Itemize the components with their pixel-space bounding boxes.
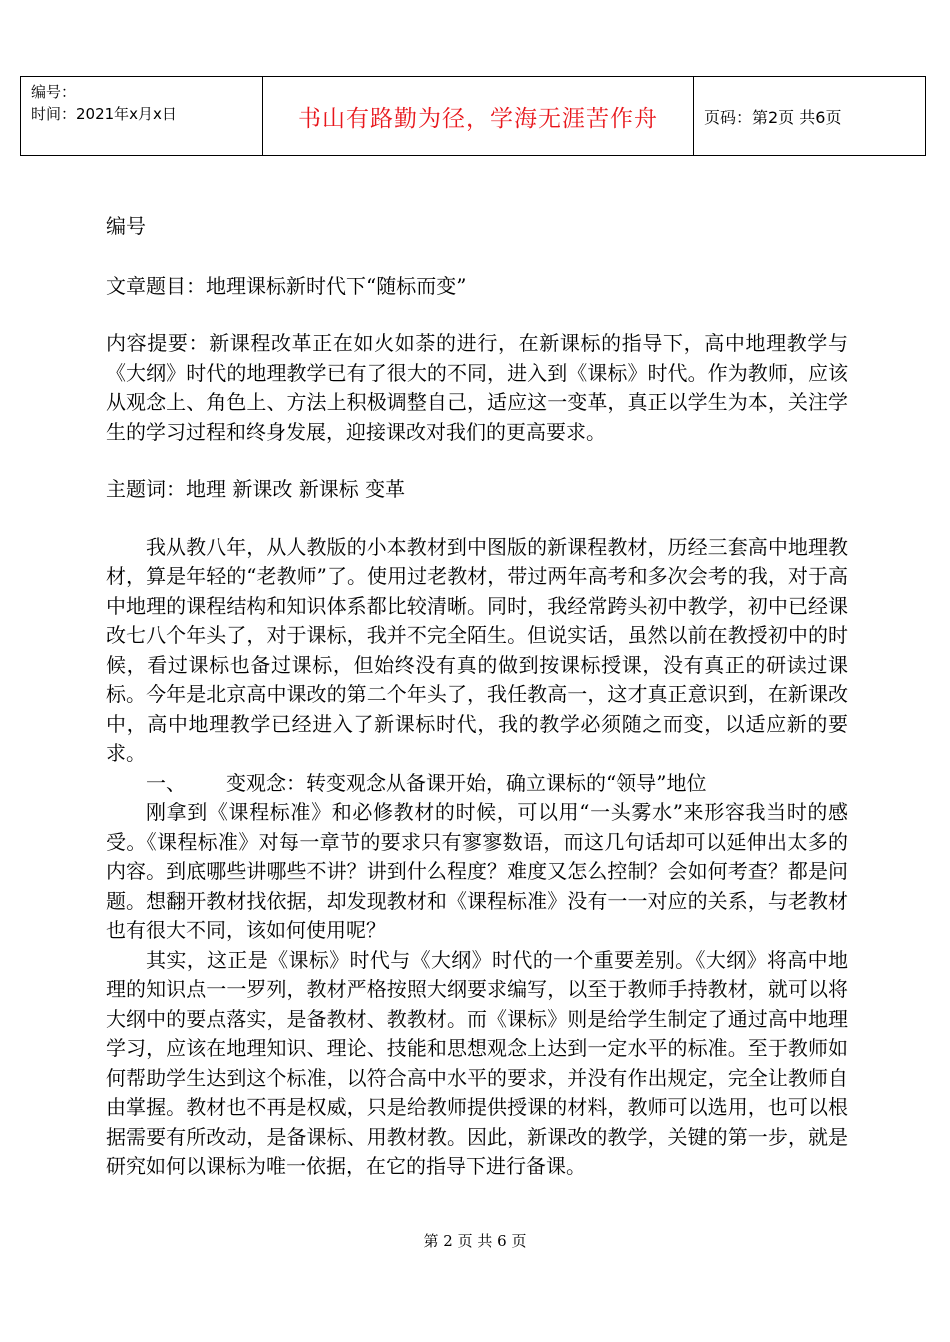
header-page-code: 页码：第2页 共6页 <box>704 107 842 127</box>
header-time-label: 时间：2021年x月x日 <box>31 105 177 123</box>
header-number-label: 编号： <box>31 83 77 101</box>
header-motto-cell <box>263 77 694 156</box>
section-heading-number: 一、 <box>146 770 186 795</box>
doc-paragraph-3: 其实，这正是《课标》时代与《大纲》时代的一个重要差别。《大纲》将高中地理的知识点一一罗列，教材严格按照大纲要求编写，以至于教师手持教材，就可以将大纲中的要点落实，是备教材、教教材。而《课标》则是给学生制定了通过高中地理学习，应该在地理知识、理论、技能和思想观念上达到一定水平的标准。至于教师如何帮助学生达到这个标准，以符合高中水平的要求，并没有作出规定，完全让教师自由掌握。教材也不再是权威，只是给教师提供授课的材料，教师可以选用，也可以根据需要有所改动，是备课标、用教材教。因此，新课改的教学，关键的第一步，就是研究如何以课标为唯一依据，在它的指导下进行备课。 <box>106 947 848 1178</box>
header-meta-cell <box>21 77 263 156</box>
section-heading-text: 变观念：转变观念从备课开始，确立课标的“领导”地位 <box>226 770 707 795</box>
doc-paragraph-2: 刚拿到《课程标准》和必修教材的时候，可以用“一头雾水”来形容我当时的感受。《课程标准》对每一章节的要求只有寥寥数语，而这几句话却可以延伸出太多的内容。到底哪些讲哪些不讲？讲到什么程度？难度又怎么控制？会如何考查？都是问题。想翻开教材找依据，却发现教材和《课程标准》没有一一对应的关系，与老教材也有很大不同，该如何使用呢？ <box>106 800 848 942</box>
doc-number: 编号 <box>106 214 146 238</box>
header-motto: 书山有路勤为径，学海无涯苦作舟 <box>298 105 658 132</box>
header-table <box>20 76 926 156</box>
document-body <box>106 212 848 1182</box>
header-page-cell <box>694 77 926 156</box>
doc-paragraph-1: 我从教八年，从人教版的小本教材到中图版的新课程教材，历经三套高中地理教材，算是年轻的“老教师”了。使用过老教材，带过两年高考和多次会考的我，对于高中地理的课程结构和知识体系都比较清晰。同时，我经常跨头初中教学，初中已经课改七八个年头了，对于课标，我并不完全陌生。但说实话，虽然以前在教授初中的时候，看过课标也备过课标，但始终没有真的做到按课标授课，没有真正的研读过课标。今年是北京高中课改的第二个年头了，我任教高一，这才真正意识到，在新课改中，高中地理教学已经进入了新课标时代，我的教学必须随之而变，以适应新的要求。 <box>106 534 848 765</box>
doc-abstract: 内容提要：新课程改革正在如火如荼的进行，在新课标的指导下，高中地理教学与《大纲》时代的地理教学已有了很大的不同，进入到《课标》时代。作为教师，应该从观念上、角色上、方法上积极调整自己，适应这一变革，真正以学生为本，关注学生的学习过程和终身发展，迎接课改对我们的更高要求。 <box>106 331 848 444</box>
page-footer: 第 2 页 共 6 页 <box>423 1232 527 1250</box>
doc-title-line: 文章题目：地理课标新时代下“随标而变” <box>106 273 467 298</box>
doc-keywords: 主题词：地理 新课改 新课标 变革 <box>106 477 406 501</box>
section-heading-1 <box>106 769 848 799</box>
